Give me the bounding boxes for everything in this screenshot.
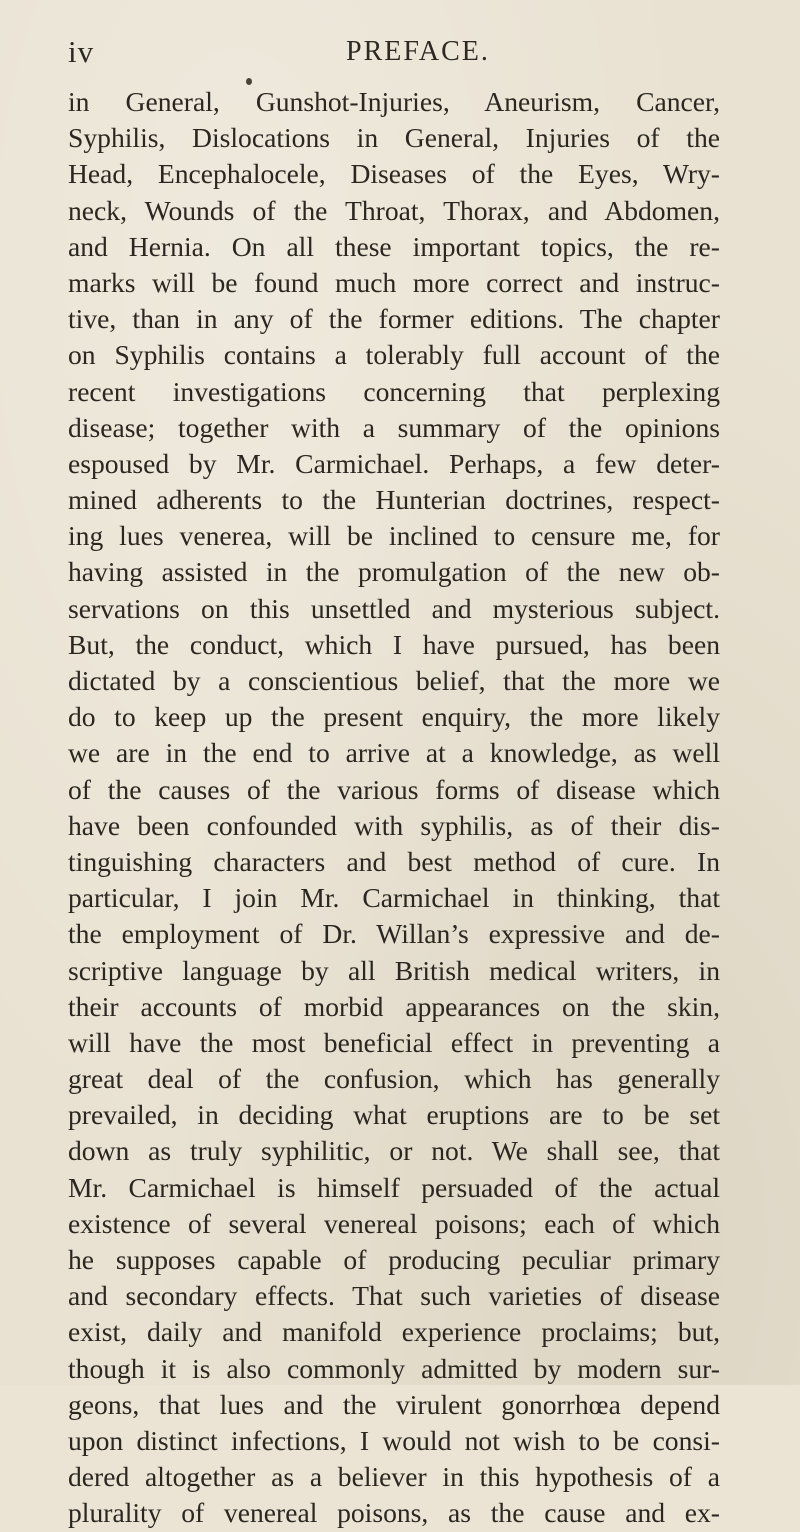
text-line: we are in the end to arrive at a knowledge, as well: [68, 737, 720, 769]
text-line: dictated by a conscientious belief, that the more we: [68, 665, 720, 696]
text-line: marks will be found much more correct and instruc-: [68, 266, 720, 298]
text-line: their accounts of morbid appearances on the skin,: [68, 990, 720, 1022]
text-line: on Syphilis contains a tolerably full account of the: [68, 339, 720, 371]
text-line: Head, Encephalocele, Diseases of the Eyes, Wry-: [68, 158, 720, 190]
text-line: recent investigations concerning that perplexing: [68, 375, 720, 407]
text-line: tive, than in any of the former editions. The chapter: [68, 303, 720, 335]
running-title: PREFACE.: [346, 36, 490, 67]
text-line: down as truly syphilitic, or not. We shall see, that: [68, 1135, 720, 1167]
text-line: upon distinct infections, I would not wish to be consi-: [68, 1424, 720, 1456]
text-line: scriptive language by all British medical writers, in: [68, 954, 720, 986]
text-line: and Hernia. On all these important topics, the re-: [68, 230, 720, 262]
text-line: having assisted in the promulgation of the new ob-: [68, 556, 720, 588]
text-line: espoused by Mr. Carmichael. Perhaps, a few deter-: [68, 447, 720, 479]
text-line: mined adherents to the Hunterian doctrines, respect-: [68, 484, 720, 516]
text-line: prevailed, in deciding what eruptions are to be set: [68, 1099, 720, 1131]
text-line: he supposes capable of producing peculiar primary: [68, 1244, 720, 1275]
text-line: exist, daily and manifold experience proclaims; but,: [68, 1316, 720, 1348]
text-line: ing lues venerea, will be inclined to censure me, for: [68, 520, 720, 552]
text-line: Mr. Carmichael is himself persuaded of the actual: [68, 1171, 720, 1203]
text-line: will have the most beneficial effect in preventing a: [68, 1026, 720, 1058]
text-line: particular, I join Mr. Carmichael in thinking, that: [68, 882, 720, 914]
text-line: the employment of Dr. Willan’s expressive and de-: [68, 918, 720, 950]
text-line: existence of several venereal poisons; each of which: [68, 1207, 720, 1239]
text-line: do to keep up the present enquiry, the more likely: [68, 701, 720, 733]
text-line: though it is also commonly admitted by modern sur-: [68, 1352, 720, 1384]
text-line: geons, that lues and the virulent gonorrhœa depend: [68, 1388, 720, 1420]
text-line: great deal of the confusion, which has generally: [68, 1063, 720, 1095]
text-line: tinguishing characters and best method of cure. In: [68, 845, 720, 877]
text-line: servations on this unsettled and mysterious subject.: [68, 592, 720, 624]
body-text: [68, 84, 720, 1532]
text-line: of the causes of the various forms of disease which: [68, 773, 720, 805]
text-line: neck, Wounds of the Throat, Thorax, and Abdomen,: [68, 194, 720, 226]
text-line: dered altogether as a believer in this hypothesis of a: [68, 1461, 720, 1493]
text-line: and secondary effects. That such varieties of disease: [68, 1280, 720, 1312]
running-head: [68, 34, 724, 74]
text-line: plurality of venereal poisons, as the cause and ex-: [68, 1497, 720, 1529]
text-line: in General, Gunshot-Injuries, Aneurism, Cancer,: [68, 86, 720, 117]
text-line: disease; together with a summary of the opinions: [68, 411, 720, 443]
text-line: Syphilis, Dislocations in General, Injuries of the: [68, 122, 720, 154]
page-number: iv: [68, 34, 95, 69]
text-line: have been confounded with syphilis, as of their dis-: [68, 809, 720, 841]
text-line: But, the conduct, which I have pursued, has been: [68, 628, 720, 660]
